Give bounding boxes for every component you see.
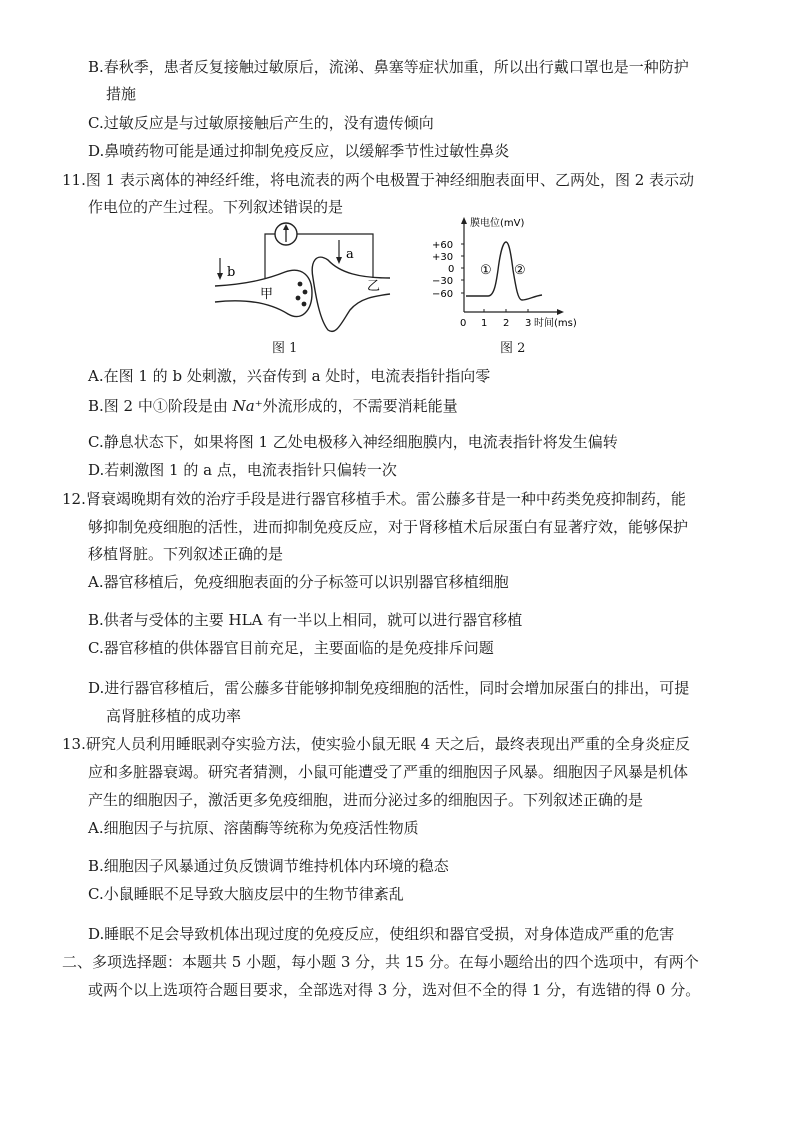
q13-stem-line3: 产生的细胞因子，激活更多免疫细胞，进而分泌过多的细胞因子。下列叙述正确的是 bbox=[88, 791, 644, 809]
label-yi: 乙 bbox=[367, 279, 381, 294]
q12-stem-line1: 12.肾衰竭晚期有效的治疗手段是进行器官移植手术。雷公藤多苷是一种中药类免疫抑制药，能 bbox=[62, 490, 686, 508]
q13-option-c: C.小鼠睡眠不足导致大脑皮层中的生物节律紊乱 bbox=[88, 885, 404, 903]
electrode-wire-yi bbox=[297, 234, 373, 278]
q13-stem-line1: 13.研究人员利用睡眠剥夺实验方法，使实验小鼠无眠 4 天之后，最终表现出严重的全身炎症反 bbox=[62, 735, 690, 753]
figure-2-action-potential-graph bbox=[410, 214, 590, 336]
label-jia: 甲 bbox=[260, 287, 274, 302]
y-tick-plus60: +60 bbox=[432, 240, 454, 251]
q11-option-a: A.在图 1 的 b 处刺激，兴奋传到 a 处时，电流表指针指向零 bbox=[88, 367, 491, 385]
section-2-heading-line1: 二、多项选择题：本题共 5 小题，每小题 3 分，共 15 分。在每小题给出的四个选项中，有两个 bbox=[62, 953, 699, 971]
q11-option-c: C.静息状态下，如果将图 1 乙处电极移入神经细胞膜内，电流表指针将发生偏转 bbox=[88, 433, 618, 451]
y-tick-0: 0 bbox=[448, 264, 455, 275]
x-tick-0: 0 bbox=[460, 318, 467, 329]
section-2-heading-line2: 或两个以上选项符合题目要求，全部选对得 3 分，选对但不全的得 1 分，有选错的得 0 分。 bbox=[88, 981, 701, 999]
figure-2-caption: 图 2 bbox=[500, 341, 526, 356]
y-tick-plus30: +30 bbox=[432, 252, 454, 263]
q13-option-d: D.睡眠不足会导致机体出现过度的免疫反应，使组织和器官受损，对身体造成严重的危害 bbox=[88, 925, 675, 943]
electrode-wire-jia bbox=[265, 234, 275, 278]
phase-2-label: ② bbox=[514, 263, 526, 278]
postsynaptic-fiber bbox=[312, 257, 390, 331]
q13-option-b: B.细胞因子风暴通过负反馈调节维持机体内环境的稳态 bbox=[88, 857, 449, 875]
q13-stem-line2: 应和多脏器衰竭。研究者猜测，小鼠可能遭受了严重的细胞因子风暴。细胞因子风暴是机体 bbox=[88, 763, 689, 781]
x-tick-1: 1 bbox=[481, 318, 488, 329]
sodium-ion: Na⁺ bbox=[232, 397, 263, 415]
q10-option-b-line2: 措施 bbox=[106, 85, 137, 103]
q13-option-a: A.细胞因子与抗原、溶菌酶等统称为免疫活性物质 bbox=[88, 819, 419, 837]
x-tick-3: 3 bbox=[525, 318, 532, 329]
y-tick-minus60: −60 bbox=[432, 289, 454, 300]
x-axis-label: 时间(ms) bbox=[534, 318, 577, 329]
q11-stem-line2: 作电位的产生过程。下列叙述错误的是 bbox=[88, 198, 344, 216]
figure-1-caption: 图 1 bbox=[272, 341, 298, 356]
q12-stem-line3: 移植肾脏。下列叙述正确的是 bbox=[88, 545, 284, 563]
q12-stem-line2: 够抑制免疫细胞的活性，进而抑制免疫反应，对于肾移植术后尿蛋白有显著疗效，能够保护 bbox=[88, 518, 689, 536]
q11-option-b: B.图 2 中①阶段是由 Na⁺外流形成的，不需要消耗能量 bbox=[88, 397, 458, 415]
q12-option-b: B.供者与受体的主要 HLA 有一半以上相同，就可以进行器官移植 bbox=[88, 611, 523, 629]
y-tick-minus30: −30 bbox=[432, 276, 454, 287]
q11-option-d: D.若刺激图 1 的 a 点，电流表指针只偏转一次 bbox=[88, 461, 397, 479]
y-axis-label: 膜电位(mV) bbox=[470, 218, 525, 229]
membrane-potential-curve bbox=[466, 242, 542, 300]
q12-option-c: C.器官移植的供体器官目前充足，主要面临的是免疫排斥问题 bbox=[88, 639, 494, 657]
q10-option-c: C.过敏反应是与过敏原接触后产生的，没有遗传倾向 bbox=[88, 114, 434, 132]
q11-stem-line1: 11.图 1 表示离体的神经纤维，将电流表的两个电极置于神经细胞表面甲、乙两处，图 2 表示动 bbox=[62, 171, 695, 189]
q12-option-a: A.器官移植后，免疫细胞表面的分子标签可以识别器官移植细胞 bbox=[88, 573, 509, 591]
q12-option-d-line2: 高肾脏移植的成功率 bbox=[106, 707, 242, 725]
phase-1-label: ① bbox=[480, 263, 492, 278]
figure-1-nerve-diagram bbox=[210, 218, 410, 358]
q10-option-b-line1: B.春秋季，患者反复接触过敏原后，流涕、鼻塞等症状加重，所以出行戴口罩也是一种防护 bbox=[88, 58, 689, 76]
label-a: a bbox=[346, 247, 354, 262]
x-tick-2: 2 bbox=[503, 318, 510, 329]
q10-option-d: D.鼻喷药物可能是通过抑制免疫反应，以缓解季节性过敏性鼻炎 bbox=[88, 142, 510, 160]
q12-option-d-line1: D.进行器官移植后，雷公藤多苷能够抑制免疫细胞的活性，同时会增加尿蛋白的排出，可提 bbox=[88, 679, 690, 697]
label-b: b bbox=[227, 265, 236, 280]
